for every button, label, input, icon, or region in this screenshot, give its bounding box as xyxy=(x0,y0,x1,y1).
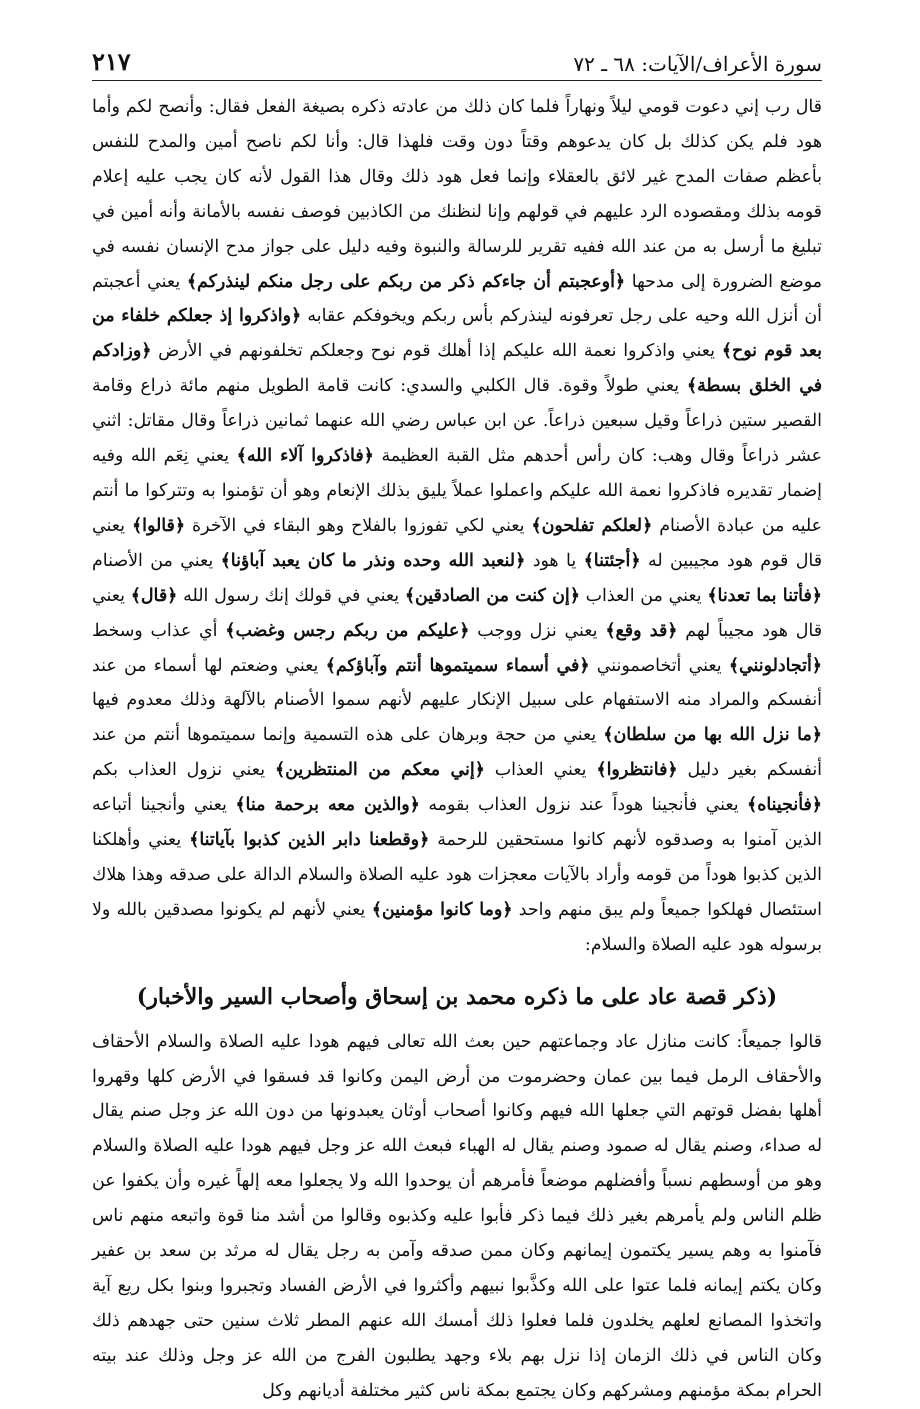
quran-verse: ﴿واذكروا إذ جعلكم خلفاء من بعد قوم نوح﴾ xyxy=(92,306,822,362)
text-segment: يعني نزول العذاب بكم xyxy=(92,760,275,781)
quran-verse: ﴿وزادكم في الخلق بسطة﴾ xyxy=(92,341,823,397)
quran-verse: ﴿فأتنا بما تعدنا﴾ xyxy=(707,585,822,606)
commentary-paragraph xyxy=(92,90,822,963)
quran-verse: ﴿قالوا﴾ xyxy=(131,515,186,536)
quran-verse: ﴿فأنجيناه﴾ xyxy=(747,795,822,816)
quran-verse: ﴿إن كنت من الصادقين﴾ xyxy=(404,585,580,606)
quran-verse: ﴿قال﴾ xyxy=(130,585,178,606)
quran-verse: ﴿أوعجبتم أن جاءكم ذكر من ربكم على رجل منكم لينذركم﴾ xyxy=(186,271,626,292)
quran-verse: ﴿في أسماء سميتموها أنتم وآباؤكم﴾ xyxy=(325,655,590,676)
quran-verse: ﴿فاذكروا آلاء الله﴾ xyxy=(236,446,374,467)
quran-verse: ﴿وقطعنا دابر الذين كذبوا بآياتنا﴾ xyxy=(189,830,430,851)
narrative-paragraph: قالوا جميعاً: كانت منازل عاد وجماعتهم حين بعث الله تعالى فيهم هودا عليه الصلاة والسلام الأحقاف والأحقاف الرمل فيما بين عمان وحضرموت من أرض اليمن وكانوا قد فسقوا في الأرض كلها وقهروا أهلها بفضل قوتهم التي جعلها الله فيهم وكانوا أصحاب أوثان يعبدونها من دون الله عز وجل صنم يقال له صداء، وصنم يقال له صمود وصنم يقال له الهباء فبعث الله عز وجل فيهم هودا عليه الصلاة والسلام وهو من أوسطهم نسباً وأفضلهم موضعاً فأمرهم أن يوحدوا الله ولا يجعلوا معه إلهاً غيره وأن يكفوا عن ظلم الناس ولم يأمرهم بغير ذلك فيما ذكر فأبوا عليه وكذبوه وقالوا من أشد منا قوة واتبعه منهم ناس فآمنوا به وهم يسير يكتمون إيمانهم وكان ممن صدقه وآمن به رجل يقال له مرثد بن سعد بن عفير وكان يكتم إيمانه فلما عتوا على الله وكذَّبوا نبيهم وأكثروا في الأرض الفساد وتجبروا وبنوا بكل ريع آية واتخذوا المصانع لعلهم يخلدون فلما فعلوا ذلك أمسك الله عنهم المطر ثلاث سنين حتى جهدهم ذلك وكان الناس في ذلك الزمان إذا نزل بهم بلاء وجهد يطلبون الفرج من الله عز وجل وذلك عند بيته الحرام بمكة مؤمنهم ومشركهم وكان يجتمع بمكة ناس كثير مختلفة أديانهم وكل xyxy=(92,1031,822,1401)
quran-verse: ﴿لنعبد الله وحده ونذر ما كان يعبد آباؤنا﴾ xyxy=(220,550,526,571)
quran-verse: ﴿والذين معه برحمة منا﴾ xyxy=(235,795,420,816)
text-segment: أي عذاب وسخط xyxy=(92,620,226,641)
text-segment: يعني نزل ووجب xyxy=(469,620,606,641)
quran-verse: ﴿وما كانوا مؤمنين﴾ xyxy=(371,899,513,920)
surah-title: سورة الأعراف/الآيات: ٦٨ ـ ٧٢ xyxy=(573,52,822,76)
quran-verse: ﴿ما نزل الله بها من سلطان﴾ xyxy=(603,725,822,746)
text-segment: يعني لكي تفوزوا بالفلاح وهو البقاء في الآخرة xyxy=(185,515,532,536)
quran-verse: ﴿إني معكم من المنتظرين﴾ xyxy=(274,760,485,781)
text-segment: يعني أتخاصمونني xyxy=(589,655,729,676)
text-segment: يعني طولاً وقوة. قال الكلبي والسدي: كانت قامة الطويل منهم مائة ذراع وقامة القصير ستين ذراعاً وقيل سبعين ذراعاً. عن ابن عباس رضي الله عنهما ثمانين ذراعاً وقال مقاتل: اثني عشر ذراعاً وقال وهب: كان رأس أحدهم مثل القبة العظيمة xyxy=(92,376,822,467)
text-segment: يعني أعجبتم أن أنزل الله وحيه على رجل تعرفونه لينذركم بأس ربكم ويخوفكم عقابه xyxy=(92,271,822,327)
text-segment: يعني لأنهم لم يكونوا مصدقين بالله ولا برسوله هود عليه الصلاة والسلام: xyxy=(92,899,822,955)
text-segment: يعني قال هود مجيباً لهم xyxy=(92,585,823,641)
text-segment: يعني فأنجينا هوداً عند نزول العذاب بقومه xyxy=(419,795,748,816)
quran-verse: ﴿أتجادلونني﴾ xyxy=(728,655,822,676)
quran-verse: ﴿قد وقع﴾ xyxy=(605,620,678,641)
section-heading: (ذكر قصة عاد على ما ذكره محمد بن إسحاق وأصحاب السير والأخبار) xyxy=(136,983,778,1010)
page-body xyxy=(92,90,822,1409)
text-segment: يعني في قولك إنك رسول الله xyxy=(177,585,405,606)
quran-verse: ﴿لعلكم تفلحون﴾ xyxy=(531,515,653,536)
text-segment: يعني وأهلكنا الذين كذبوا هوداً من قومه وأراد بالآيات معجزات هود عليه الصلاة والسلام الدالة على صدقه وهذا هلاك استئصال فهلكوا جميعاً ولم يبق منهم واحد xyxy=(92,830,822,920)
text-segment: قال رب إني دعوت قومي ليلاً ونهاراً فلما كان ذلك من عادته ذكره بصيغة الفعل فقال: وأنصح لكم وأما هود فلم يكن كذلك بل كان يدعوهم وقتاً دون وقت فلهذا قال: وأنا لكم ناصح أمين والمدح للنفس بأعظم صفات المدح غير لائق بالعقلاء وإنما فعل هود ذلك وقال هذا القول لأنه كان يجب عليه إعلام قومه بذلك ومقصوده الرد عليهم في قولهم وإنا لنظنك من الكاذبين فوصف نفسه بالأمانة وأنه أمين في تبليغ ما أرسل به من عند الله ففيه تقرير للرسالة والنبوة وفيه دليل على جواز مدح الإنسان نفسه في موضع الضرورة إلى مدحها xyxy=(92,97,822,292)
quran-verse: ﴿عليكم من ربكم رجس وغضب﴾ xyxy=(225,620,470,641)
text-segment: يعني واذكروا نعمة الله عليكم إذا أهلك قوم نوح وجعلكم تخلفونهم في الأرض xyxy=(151,341,722,362)
text-segment: يعني العذاب xyxy=(484,760,597,781)
text-segment: يعني وأنجينا أتباعه الذين آمنوا به وصدقوه لأنهم كانوا مستحقين للرحمة xyxy=(92,795,822,851)
text-segment: يعني نِعَم الله وفيه إضمار تقديره فاذكروا نعمة الله عليكم واعملوا عملاً يليق بذلك الإنعام وهو أن تؤمنوا به وتتركوا ما أنتم عليه من عبادة الأصنام xyxy=(92,446,822,536)
page-number: ٢١٧ xyxy=(92,47,131,76)
text-segment: يعني من حجة وبرهان على هذه التسمية وإنما سميتموها أنتم من عند أنفسكم بغير دليل xyxy=(92,725,822,781)
page-header xyxy=(92,40,822,81)
quran-verse: ﴿أجئتنا﴾ xyxy=(583,550,641,571)
text-segment: يعني وضعتم لها أسماء من عند أنفسكم والمراد منه الاستفهام على سبيل الإنكار عليهم لأنهم سموا الأصنام بالآلهة وذلك معدوم فيها xyxy=(92,655,822,711)
text-segment: يعني قال قوم هود مجيبين له xyxy=(92,515,823,571)
text-segment: يا هود xyxy=(525,550,584,571)
quran-verse: ﴿فانتظروا﴾ xyxy=(596,760,678,781)
text-segment: يعني من الأصنام xyxy=(92,550,221,571)
text-segment: يعني من العذاب xyxy=(579,585,708,606)
